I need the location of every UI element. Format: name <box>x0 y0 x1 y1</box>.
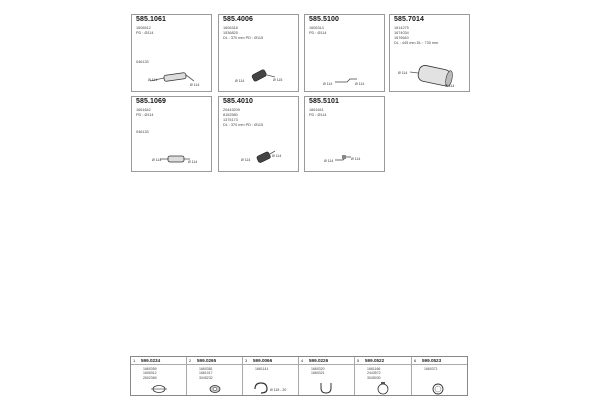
product-card-5854010[interactable] <box>218 96 299 172</box>
u-bolt-icon <box>299 357 355 395</box>
pipe-drawing-icon <box>305 15 386 93</box>
inlet-callout: Ø 114 <box>241 158 251 162</box>
detail-line: 1674034 <box>394 31 409 35</box>
band-clamp-icon <box>243 357 299 395</box>
part-code: 599.0066 <box>253 358 273 363</box>
inlet-callout: Ø 114 <box>235 79 245 83</box>
part-code: 599.0265 <box>197 358 217 363</box>
part-index: 3 <box>245 358 248 363</box>
detail-line: 8152580 <box>223 113 238 117</box>
ring-clamp-icon <box>355 357 412 395</box>
muffler-drawing-icon <box>219 15 300 93</box>
part-references: 1661166 2443572 3045030 <box>367 367 381 380</box>
product-number: 585.4006 <box>223 16 253 23</box>
product-number: 585.7014 <box>394 16 424 23</box>
part-index: 6 <box>414 358 417 363</box>
outlet-callout: Ø 114 <box>190 83 200 87</box>
outlet-callout: Ø 114 <box>188 160 198 164</box>
detail-line: 1614275 <box>394 26 409 30</box>
product-note: 046133 <box>136 60 149 64</box>
outlet-callout: Ø 114 <box>351 157 361 161</box>
part-references: 1660359 1606312 2602369 <box>143 367 157 380</box>
detail-line: 1375173 <box>223 118 238 122</box>
product-card-5855100[interactable] <box>304 14 385 92</box>
part-code: 599.0522 <box>365 358 385 363</box>
part-references: 1660320 1660321 <box>311 367 325 376</box>
product-card-5851061[interactable] <box>131 14 212 92</box>
product-card-5851069[interactable] <box>131 96 212 172</box>
flange-clamp-icon <box>187 357 243 395</box>
gasket-ring-icon <box>412 357 467 395</box>
detail-line: PD : Ø114 <box>309 113 327 117</box>
detail-line: 1606512 <box>136 26 151 30</box>
part-index: 5 <box>357 358 360 363</box>
tailpipe-drawing-icon <box>132 15 213 93</box>
outlet-callout: Ø 114 <box>445 84 455 88</box>
detail-line: 1606314 <box>309 26 324 30</box>
detail-line: 20443209 <box>223 108 240 112</box>
detail-line: 1661642 <box>136 108 151 112</box>
product-card-5855101[interactable] <box>304 96 385 172</box>
part-code: 599.0226 <box>309 358 329 363</box>
mounting-parts-table <box>130 356 468 396</box>
inlet-callout: Ø 114 <box>148 78 158 82</box>
part-cell-5[interactable] <box>355 357 412 395</box>
part-index: 1 <box>133 358 136 363</box>
detail-line: 1536825 <box>223 31 238 35</box>
product-number: 585.5100 <box>309 16 339 23</box>
detail-line: 1661641 <box>309 108 324 112</box>
part-code: 599.0523 <box>422 358 442 363</box>
inlet-callout: Ø 114 <box>152 158 162 162</box>
product-number: 585.4010 <box>223 98 253 105</box>
part-cell-2[interactable] <box>187 357 243 395</box>
tailpipe-drawing-icon <box>132 97 213 173</box>
part-cell-1[interactable] <box>131 357 187 395</box>
part-callout: Ø 115 - 20 <box>270 388 287 392</box>
part-cell-6[interactable] <box>412 357 467 395</box>
inlet-callout: Ø 114 <box>398 71 408 75</box>
detail-line: DL : 370 mm PD : Ø115 <box>223 36 264 40</box>
part-index: 2 <box>189 358 192 363</box>
product-card-5857014[interactable] <box>389 14 470 92</box>
detail-line: DL : 370 mm PD : Ø115 <box>223 123 264 127</box>
part-cell-4[interactable] <box>299 357 355 395</box>
part-references: 1660371 <box>424 367 438 371</box>
detail-line: PD : Ø114 <box>136 31 154 35</box>
pipe-drawing-icon <box>305 97 386 173</box>
product-number: 585.5101 <box>309 98 339 105</box>
part-index: 4 <box>301 358 304 363</box>
detail-line: PD : Ø114 <box>309 31 327 35</box>
part-references: 1660381 1661017 3045232 <box>199 367 213 380</box>
outlet-callout: Ø 115 <box>273 78 283 82</box>
part-code: 599.0234 <box>141 358 161 363</box>
outlet-callout: Ø 114 <box>272 154 282 158</box>
muffler-drawing-icon <box>219 97 300 173</box>
product-number: 585.1069 <box>136 98 166 105</box>
rear-silencer-drawing-icon <box>390 15 471 93</box>
clamp-icon <box>131 357 187 395</box>
product-card-5854006[interactable] <box>218 14 299 92</box>
inlet-callout: Ø 114 <box>324 159 334 163</box>
detail-line: DL : 445 mm DL : 730 mm <box>394 41 439 45</box>
detail-line: 1606318 <box>223 26 238 30</box>
product-number: 585.1061 <box>136 16 166 23</box>
outlet-callout: Ø 114 <box>355 82 365 86</box>
part-cell-3[interactable] <box>243 357 299 395</box>
detail-line: 1676640 <box>394 36 409 40</box>
product-note: 046133 <box>136 130 149 134</box>
part-references: 1661141 <box>255 367 269 371</box>
detail-line: PD : Ø114 <box>136 113 154 117</box>
inlet-callout: Ø 114 <box>323 82 333 86</box>
